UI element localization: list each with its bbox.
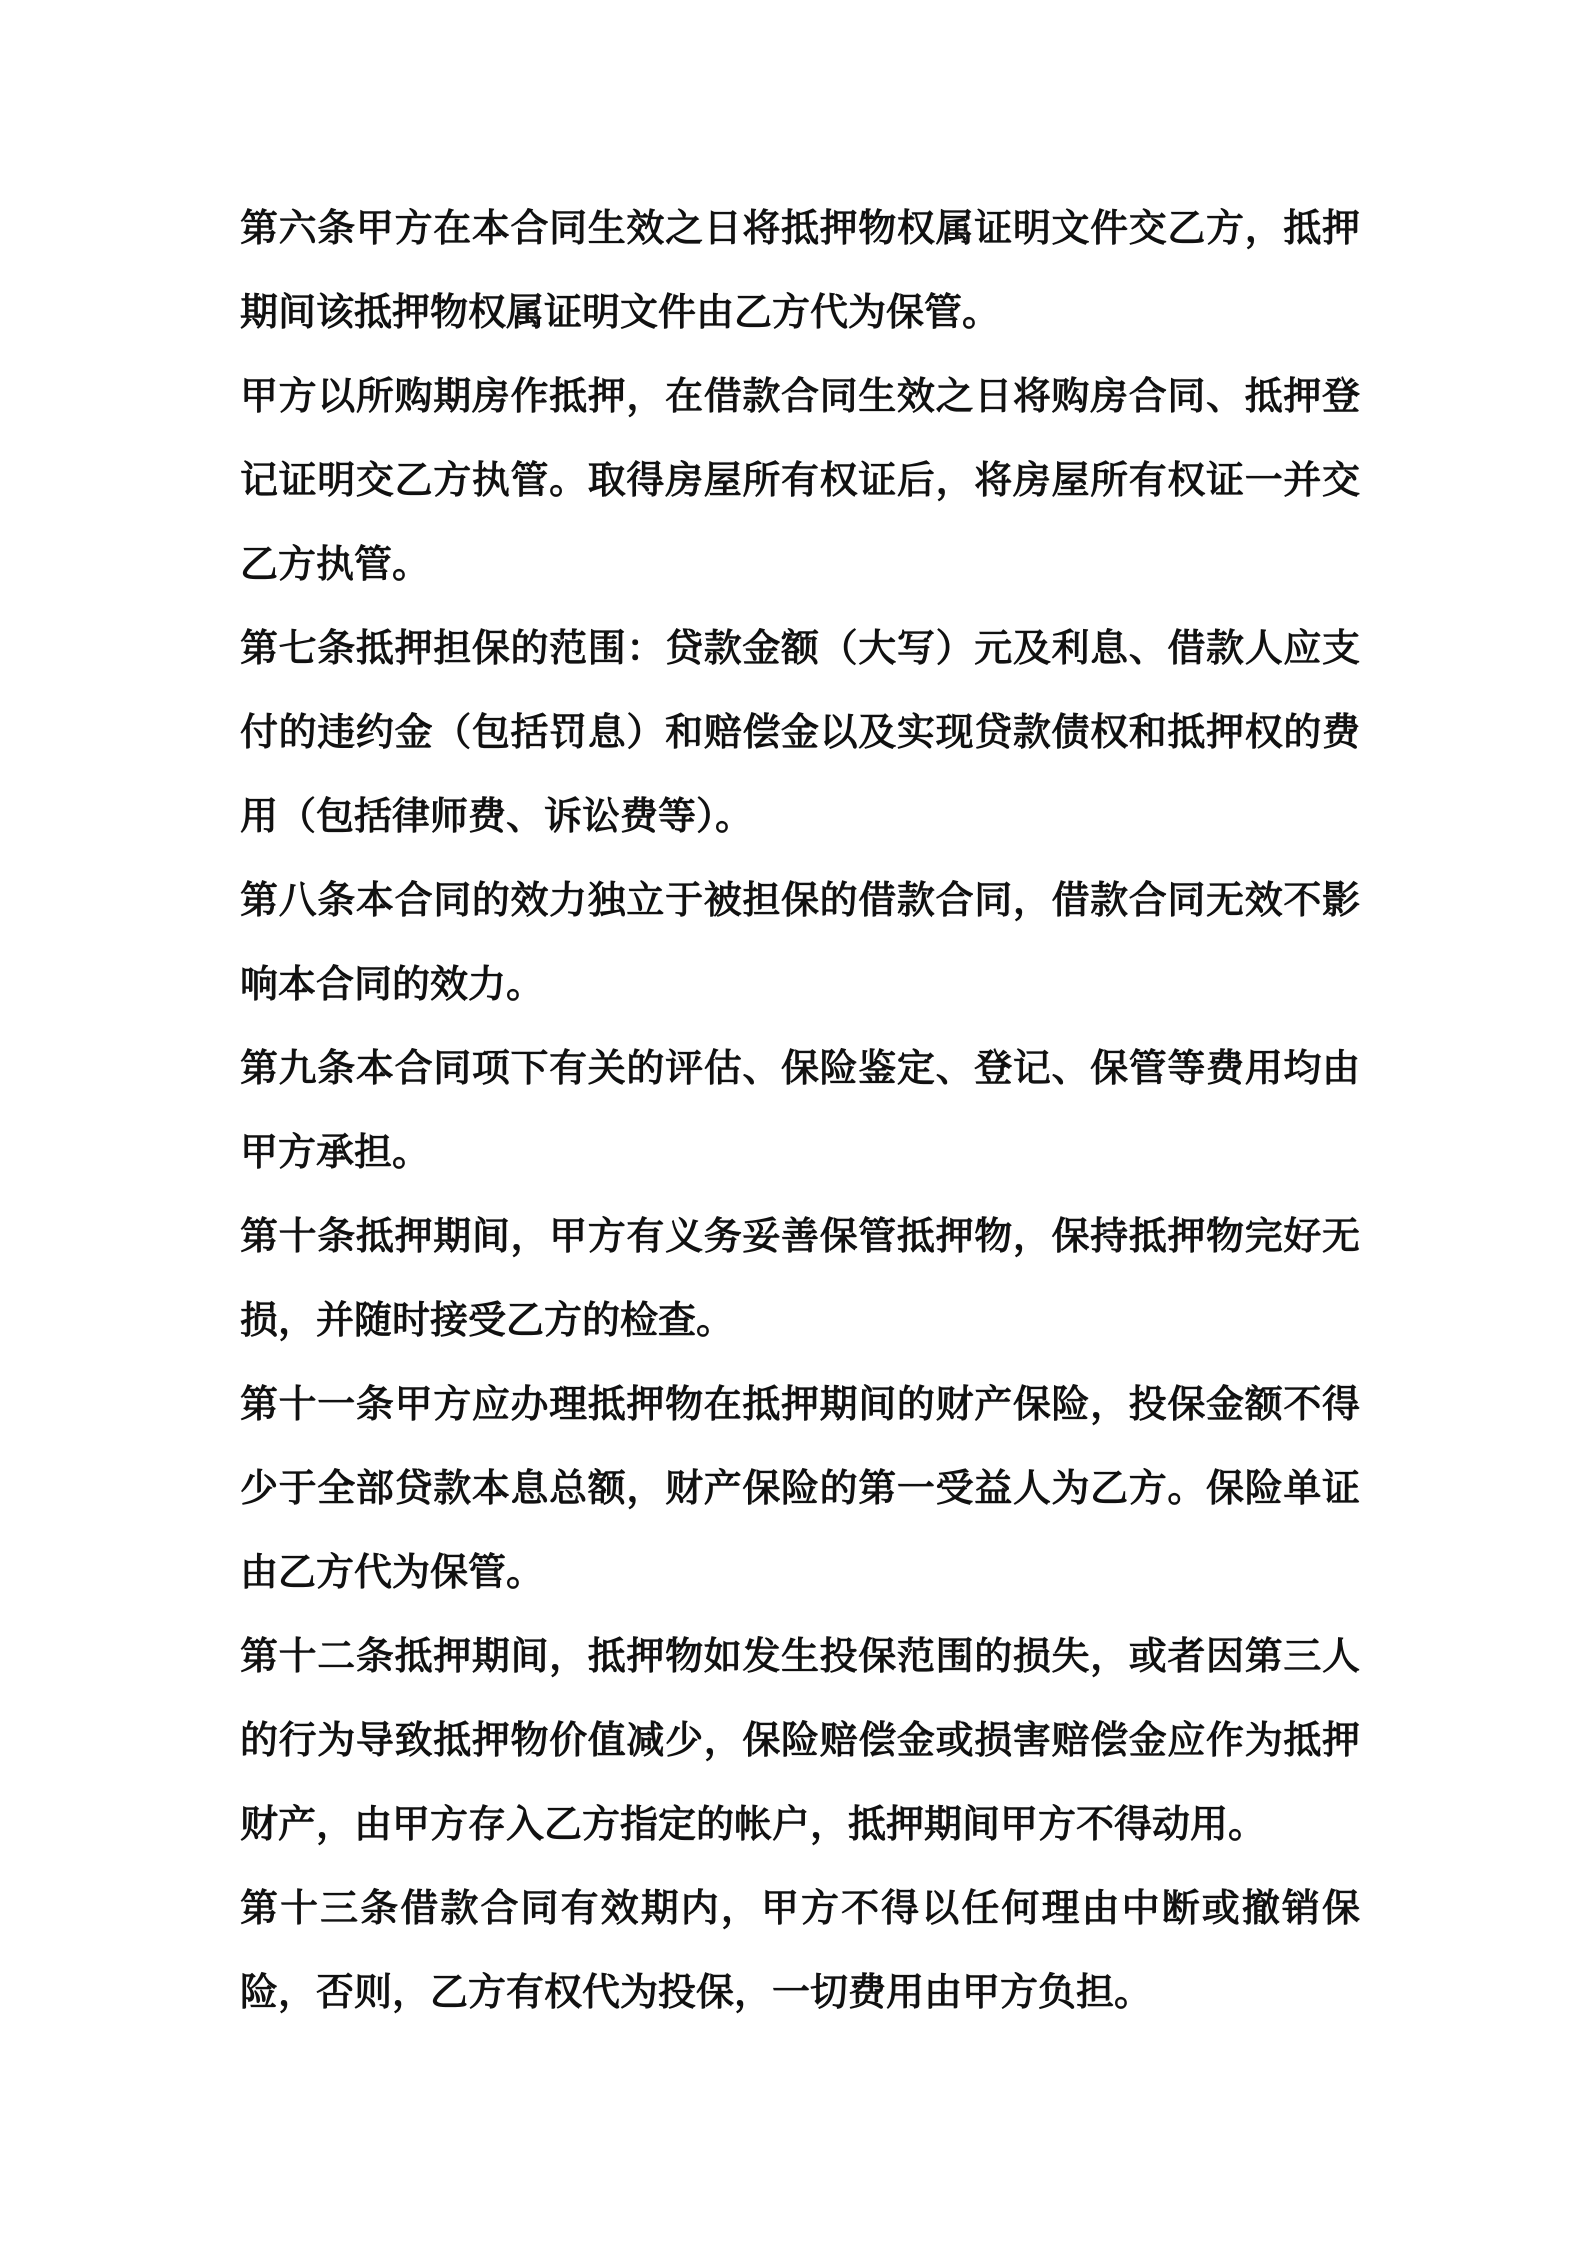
paragraph-article-6: 第六条甲方在本合同生效之日将抵押物权属证明文件交乙方，抵押期间该抵押物权属证明文件由乙方代为保管。 <box>240 206 1360 334</box>
paragraph-article-6-presale: 甲方以所购期房作抵押，在借款合同生效之日将购房合同、抵押登记证明交乙方执管。取得房屋所有权证后，将房屋所有权证一并交乙方执管。 <box>240 374 1360 586</box>
paragraph-article-7: 第七条抵押担保的范围：贷款金额（大写）元及利息、借款人应支付的违约金（包括罚息）和赔偿金以及实现贷款债权和抵押权的费用（包括律师费、诉讼费等）。 <box>240 626 1360 838</box>
paragraph-article-11: 第十一条甲方应办理抵押物在抵押期间的财产保险，投保金额不得少于全部贷款本息总额，财产保险的第一受益人为乙方。保险单证由乙方代为保管。 <box>240 1382 1360 1594</box>
paragraph-article-12: 第十二条抵押期间，抵押物如发生投保范围的损失，或者因第三人的行为导致抵押物价值减少，保险赔偿金或损害赔偿金应作为抵押财产，由甲方存入乙方指定的帐户，抵押期间甲方不得动用。 <box>240 1634 1360 1846</box>
paragraph-article-9: 第九条本合同项下有关的评估、保险鉴定、登记、保管等费用均由甲方承担。 <box>240 1046 1360 1174</box>
document-page <box>240 186 1360 2034</box>
paragraph-article-10: 第十条抵押期间，甲方有义务妥善保管抵押物，保持抵押物完好无损，并随时接受乙方的检查。 <box>240 1214 1360 1342</box>
paragraph-article-13: 第十三条借款合同有效期内，甲方不得以任何理由中断或撤销保险，否则，乙方有权代为投保，一切费用由甲方负担。 <box>240 1886 1360 2014</box>
paragraph-article-8: 第八条本合同的效力独立于被担保的借款合同，借款合同无效不影响本合同的效力。 <box>240 878 1360 1006</box>
